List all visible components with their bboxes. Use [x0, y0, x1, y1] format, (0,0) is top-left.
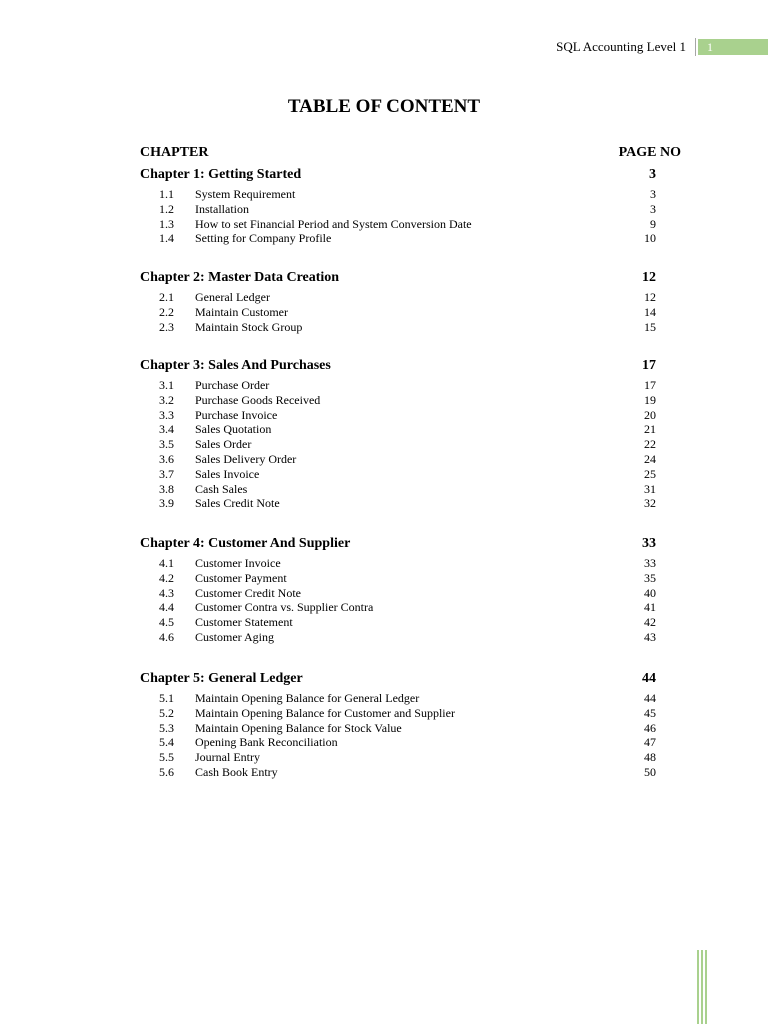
section-page: 25	[644, 466, 656, 481]
chapter-heading[interactable]	[140, 165, 656, 185]
page-column-header: PAGE NO	[618, 145, 681, 160]
section-number: 5.4	[159, 735, 174, 750]
chapter-heading[interactable]	[140, 268, 656, 288]
section-page: 12	[644, 290, 656, 304]
section-list	[140, 290, 656, 334]
section-page: 41	[644, 600, 656, 615]
section-row[interactable]	[140, 630, 656, 645]
section-number: 5.5	[159, 750, 174, 765]
header-title: SQL Accounting Level 1	[556, 38, 696, 56]
section-title: Cash Book Entry	[195, 764, 278, 779]
chapter-block	[140, 356, 656, 511]
section-page: 31	[644, 481, 656, 496]
section-title: System Requirement	[195, 187, 296, 201]
section-number: 2.1	[159, 290, 174, 304]
section-page: 22	[644, 437, 656, 452]
section-title: Customer Invoice	[195, 556, 281, 570]
section-row[interactable]	[140, 467, 656, 482]
section-title: Purchase Order	[195, 378, 270, 392]
section-list	[140, 691, 656, 780]
page-number-badge: 1	[698, 39, 768, 55]
section-page: 44	[644, 691, 656, 705]
section-title: How to set Financial Period and System Conversion Date	[195, 216, 472, 231]
section-title: Setting for Company Profile	[195, 231, 332, 246]
section-row[interactable]	[140, 496, 656, 511]
section-title: Opening Bank Reconciliation	[195, 735, 338, 750]
section-list	[140, 378, 656, 511]
section-number: 4.4	[159, 600, 174, 615]
section-page: 9	[650, 216, 656, 231]
chapter-block	[140, 165, 656, 246]
section-page: 10	[644, 231, 656, 246]
section-row[interactable]	[140, 408, 656, 423]
section-number: 4.2	[159, 570, 174, 585]
section-title: Sales Order	[195, 437, 252, 452]
section-page: 17	[644, 378, 656, 392]
section-title: Sales Invoice	[195, 466, 260, 481]
section-number: 3.4	[159, 422, 174, 437]
section-number: 5.1	[159, 691, 174, 705]
section-page: 14	[644, 304, 656, 319]
section-row[interactable]	[140, 231, 656, 246]
corner-decoration	[697, 950, 707, 1024]
chapter-block	[140, 534, 656, 645]
section-row[interactable]	[140, 765, 656, 780]
section-number: 4.3	[159, 585, 174, 600]
section-page: 3	[650, 187, 656, 201]
section-title: Cash Sales	[195, 481, 248, 496]
section-title: Installation	[195, 201, 249, 216]
section-number: 1.3	[159, 216, 174, 231]
section-number: 2.3	[159, 319, 174, 334]
section-list	[140, 187, 656, 246]
section-title: Sales Delivery Order	[195, 451, 297, 466]
section-title: Maintain Opening Balance for Stock Value	[195, 720, 402, 735]
section-title: Maintain Opening Balance for Customer and Supplier	[195, 705, 455, 720]
section-page: 43	[644, 629, 656, 644]
chapter-heading[interactable]	[140, 669, 656, 689]
section-page: 32	[644, 496, 656, 511]
section-row[interactable]	[140, 571, 656, 586]
section-number: 5.3	[159, 720, 174, 735]
section-row[interactable]	[140, 691, 656, 706]
section-title: General Ledger	[195, 290, 270, 304]
section-row[interactable]	[140, 422, 656, 437]
chapter-block	[140, 669, 656, 780]
section-number: 3.5	[159, 437, 174, 452]
section-row[interactable]	[140, 187, 656, 202]
section-number: 4.6	[159, 629, 174, 644]
section-number: 3.2	[159, 392, 174, 407]
section-number: 3.1	[159, 378, 174, 392]
section-row[interactable]	[140, 452, 656, 467]
chapter-column-header: CHAPTER	[140, 145, 209, 160]
section-row[interactable]	[140, 600, 656, 615]
section-title: Customer Aging	[195, 629, 275, 644]
section-title: Customer Payment	[195, 570, 287, 585]
section-row[interactable]	[140, 556, 656, 571]
section-row[interactable]	[140, 378, 656, 393]
section-number: 5.6	[159, 764, 174, 779]
section-title: Maintain Opening Balance for General Ledger	[195, 691, 420, 705]
column-headers	[140, 145, 681, 161]
document-title: TABLE OF CONTENT	[287, 96, 481, 117]
section-title: Customer Statement	[195, 615, 293, 630]
chapter-title: Chapter 3: Sales And Purchases	[140, 358, 331, 373]
chapter-title: Chapter 2: Master Data Creation	[140, 270, 340, 285]
section-row[interactable]	[140, 202, 656, 217]
chapter-block	[140, 268, 656, 334]
section-title: Sales Quotation	[195, 422, 272, 437]
section-row[interactable]	[140, 320, 656, 335]
section-row[interactable]	[140, 750, 656, 765]
chapter-title: Chapter 1: Getting Started	[140, 167, 302, 182]
section-row[interactable]	[140, 305, 656, 320]
chapter-heading[interactable]	[140, 356, 656, 376]
chapter-page: 44	[642, 671, 656, 686]
section-row[interactable]	[140, 393, 656, 408]
chapter-page: 33	[642, 536, 656, 551]
section-title: Maintain Customer	[195, 304, 288, 319]
section-page: 42	[644, 615, 656, 630]
chapter-title: Chapter 4: Customer And Supplier	[140, 536, 351, 551]
section-page: 50	[644, 764, 656, 779]
section-row[interactable]	[140, 217, 656, 232]
section-title: Purchase Invoice	[195, 407, 278, 422]
section-row[interactable]	[140, 586, 656, 601]
section-number: 4.1	[159, 556, 174, 570]
section-title: Customer Contra vs. Supplier Contra	[195, 600, 374, 615]
section-page: 20	[644, 407, 656, 422]
chapter-title: Chapter 5: General Ledger	[140, 671, 303, 686]
section-title: Journal Entry	[195, 750, 260, 765]
section-number: 1.2	[159, 201, 174, 216]
chapter-page: 17	[642, 358, 656, 373]
section-number: 3.7	[159, 466, 174, 481]
section-page: 21	[644, 422, 656, 437]
section-row[interactable]	[140, 290, 656, 305]
section-row[interactable]	[140, 735, 656, 750]
section-row[interactable]	[140, 437, 656, 452]
section-page: 47	[644, 735, 656, 750]
chapter-page: 12	[642, 270, 656, 285]
section-row[interactable]	[140, 706, 656, 721]
section-title: Customer Credit Note	[195, 585, 301, 600]
section-row[interactable]	[140, 721, 656, 736]
section-row[interactable]	[140, 615, 656, 630]
section-number: 5.2	[159, 705, 174, 720]
section-page: 3	[650, 201, 656, 216]
section-title: Sales Credit Note	[195, 496, 280, 511]
section-page: 48	[644, 750, 656, 765]
section-number: 3.8	[159, 481, 174, 496]
section-number: 3.3	[159, 407, 174, 422]
section-page: 35	[644, 570, 656, 585]
section-number: 3.9	[159, 496, 174, 511]
section-row[interactable]	[140, 482, 656, 497]
section-number: 1.1	[159, 187, 174, 201]
chapter-heading[interactable]	[140, 534, 656, 554]
page-header	[556, 38, 768, 56]
section-title: Purchase Goods Received	[195, 392, 321, 407]
section-list	[140, 556, 656, 645]
section-page: 40	[644, 585, 656, 600]
section-page: 15	[644, 319, 656, 334]
section-title: Maintain Stock Group	[195, 319, 303, 334]
section-page: 33	[644, 556, 656, 570]
section-page: 45	[644, 705, 656, 720]
section-page: 46	[644, 720, 656, 735]
section-page: 19	[644, 392, 656, 407]
section-number: 2.2	[159, 304, 174, 319]
section-number: 1.4	[159, 231, 174, 246]
section-number: 4.5	[159, 615, 174, 630]
chapter-page: 3	[649, 167, 656, 182]
section-page: 24	[644, 451, 656, 466]
section-number: 3.6	[159, 451, 174, 466]
